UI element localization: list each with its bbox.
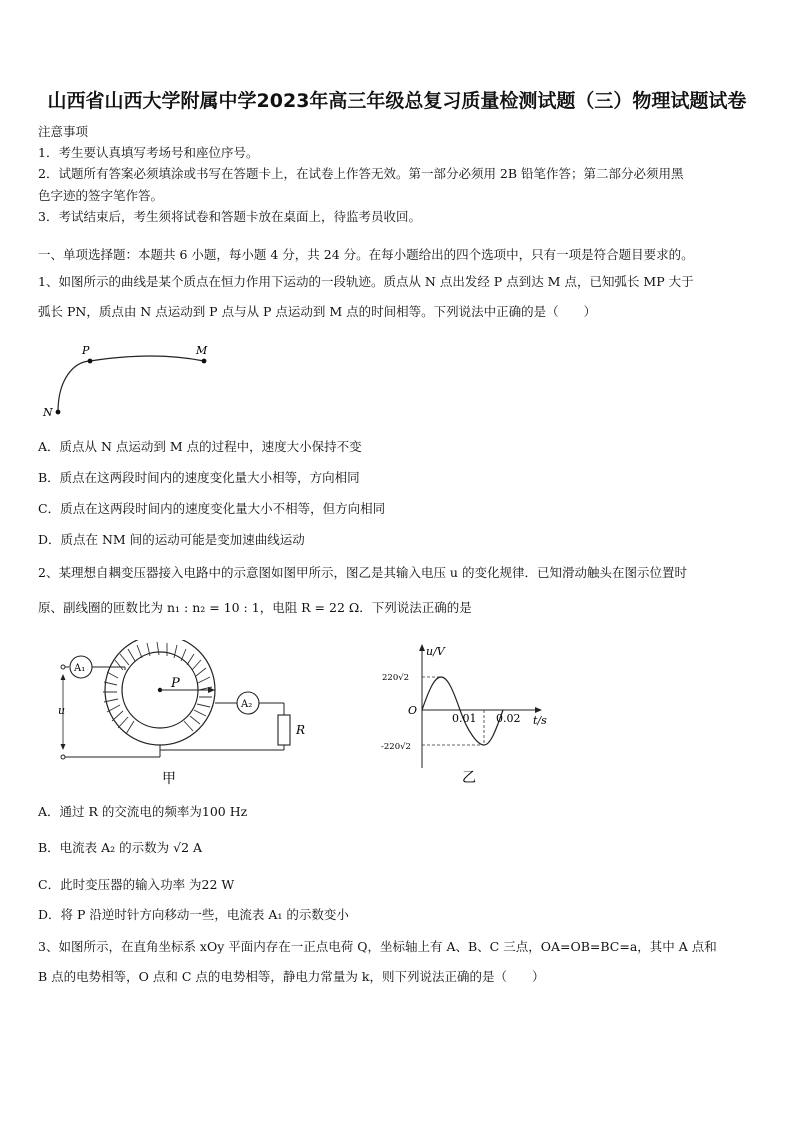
q2-voltage-graph — [380, 640, 560, 790]
notice-item-3: 3．考试结束后，考生须将试卷和答题卡放在桌面上，待监考员收回。 — [38, 209, 421, 224]
q1-option-c: C．质点在这两段时间内的速度变化量大小不相等，但方向相同 — [38, 501, 386, 516]
q1-trajectory-figure — [38, 340, 238, 424]
point-N — [56, 410, 61, 415]
notice-heading: 注意事项 — [38, 124, 89, 139]
notice-item-2: 2．试题所有答案必须填涂或书写在答题卡上，在试卷上作答无效。第一部分必须用 2B 铅笔作答；第二部分必须用黑 — [38, 166, 684, 181]
resistor-r-label: R — [296, 723, 306, 737]
point-M — [202, 359, 207, 364]
q3-stem-line1: 3、如图所示，在直角坐标系 xOy 平面内存在一正点电荷 Q，坐标轴上有 A、B、C 三点，OA=OB=BC=a，其中 A 点和 — [38, 939, 717, 954]
sine-wave — [422, 677, 503, 745]
y-axis-label: u/V — [426, 645, 445, 658]
label-M: M — [196, 344, 208, 357]
q2-option-b: B．电流表 A₂ 的示数为 √2 A — [38, 840, 203, 855]
q1-option-a: A．质点从 N 点运动到 M 点的过程中，速度大小保持不变 — [38, 439, 362, 454]
figure-a-caption: 甲 — [162, 771, 176, 787]
q2-option-a: A．通过 R 的交流电的频率为100 Hz — [38, 804, 248, 819]
q1-stem-line2: 弧长 PN，质点由 N 点运动到 P 点与从 P 点运动到 M 点的时间相等。下列说法中正确的是（ ） — [38, 304, 597, 319]
q2-stem-line2: 原、副线圈的匝数比为 n₁ : n₂ = 10 : 1，电阻 R = 22 Ω．下列说法正确的是 — [38, 600, 472, 615]
y-bottom-label: -220√2 — [381, 742, 411, 752]
q2-transformer-figure — [55, 640, 315, 790]
q3-stem-line2: B 点的电势相等，O 点和 C 点的电势相等，静电力常量为 k，则下列说法正确的是（ ） — [38, 969, 545, 984]
point-P — [88, 359, 93, 364]
ammeter-a2-label: A₂ — [241, 699, 253, 710]
figure-b-caption: 乙 — [462, 770, 476, 786]
x-tick-2: 0.02 — [496, 712, 521, 725]
origin-label: O — [408, 704, 418, 717]
q1-option-d: D．质点在 NM 间的运动可能是变加速曲线运动 — [38, 532, 305, 547]
ammeter-a1-label: A₁ — [74, 663, 86, 674]
section-heading: 一、单项选择题：本题共 6 小题，每小题 4 分，共 24 分。在每小题给出的四个选项中，只有一项是符合题目要求的。 — [38, 247, 694, 262]
notice-item-1: 1．考生要认真填写考场号和座位序号。 — [38, 145, 259, 160]
resistor-r — [278, 715, 290, 745]
q1-option-b: B．质点在这两段时间内的速度变化量大小相等，方向相同 — [38, 470, 360, 485]
q2-stem-line1: 2、某理想自耦变压器接入电路中的示意图如图甲所示，图乙是其输入电压 u 的变化规律．已知滑动触头在图示位置时 — [38, 565, 687, 580]
q2-option-d: D．将 P 沿逆时针方向移动一些，电流表 A₁ 的示数变小 — [38, 907, 349, 922]
q1-stem-line1: 1、如图所示的曲线是某个质点在恒力作用下运动的一段轨迹。质点从 N 点出发经 P 点到达 M 点，已知弧长 MP 大于 — [38, 274, 694, 289]
x-tick-1: 0.01 — [452, 712, 477, 725]
notice-item-2-cont: 色字迹的签字笔作答。 — [38, 188, 164, 203]
trajectory-curve — [58, 356, 204, 412]
q2-option-c: C．此时变压器的输入功率 为22 W — [38, 877, 235, 892]
x-axis-label: t/s — [533, 714, 547, 727]
toroid-windings — [103, 642, 212, 734]
label-P: P — [82, 344, 90, 357]
label-N: N — [43, 406, 53, 419]
y-top-label: 220√2 — [382, 673, 410, 683]
voltage-u-label: u — [58, 704, 66, 717]
slider-p-label: P — [171, 676, 180, 691]
page-title: 山西省山西大学附属中学2023年高三年级总复习质量检测试题（三）物理试题试卷 — [47, 90, 747, 112]
